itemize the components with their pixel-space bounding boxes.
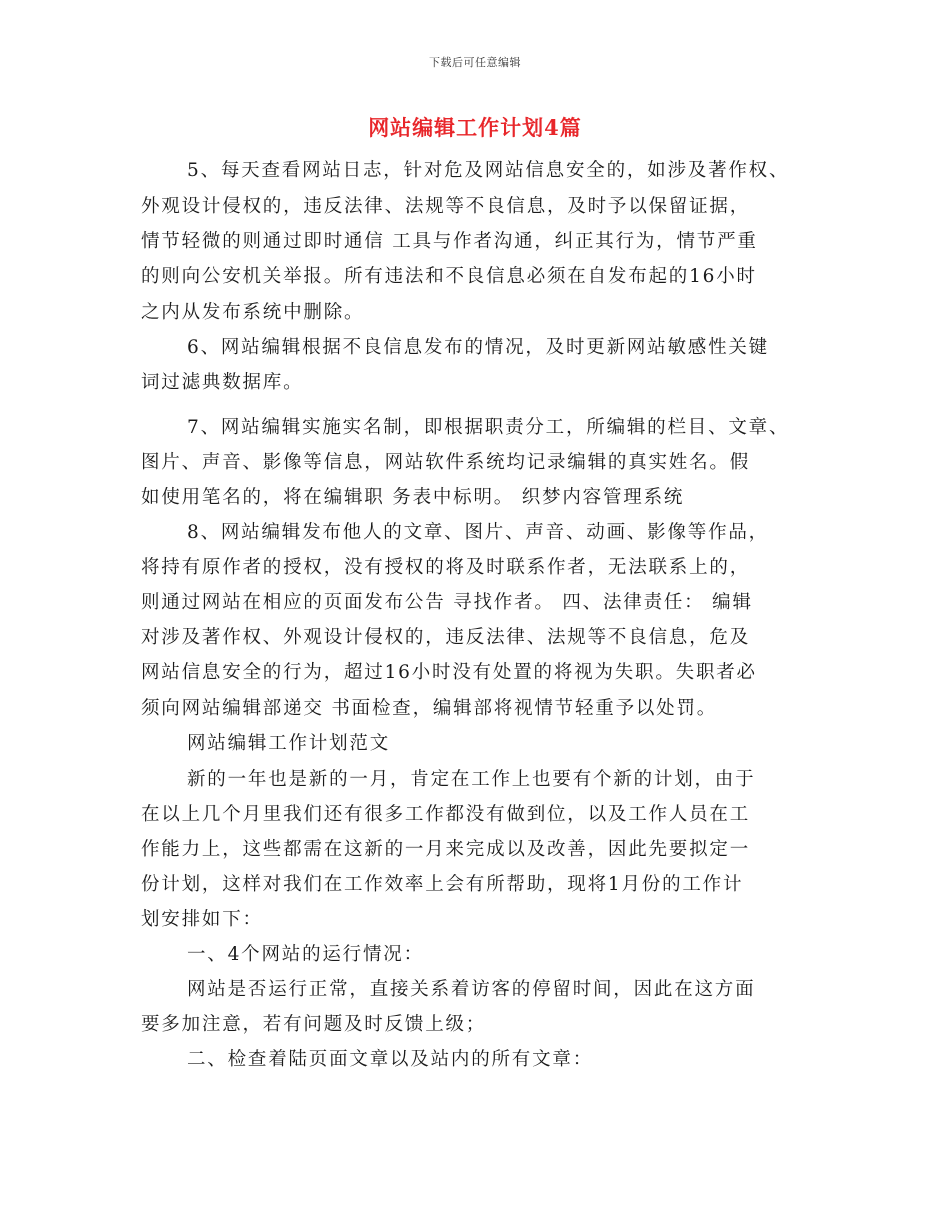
paragraph-line: 对涉及著作权、外观设计侵权的，违反法律、法规等不良信息，危及 [141,627,751,648]
paragraph-line: 将持有原作者的授权，没有授权的将及时联系作者，无法联系上的， [141,557,751,578]
paragraph-line: 外观设计侵权的，违反法律、法规等不良信息，及时予以保留证据， [141,196,751,217]
paragraph-line: 图片、声音、影像等信息，网站软件系统均记录编辑的真实姓名。假 [141,452,751,473]
paragraph-first-line: 网站是否运行正常，直接关系着访客的停留时间，因此在这方面 [187,979,756,1000]
paragraph-line: 作能力上，这些都需在这新的一月来完成以及改善，因此先要拟定一 [141,839,751,860]
paragraph-line: 如使用笔名的，将在编辑职 务表中标明。 织梦内容管理系统 [141,487,685,508]
paragraph-first-line: 5、每天查看网站日志，针对危及网站信息安全的，如涉及著作权、 [187,160,790,181]
document-title: 网站编辑工作计划4篇 [368,115,582,140]
paragraph-line: 划安排如下： [141,909,263,930]
paragraph-line: 情节轻微的则通过即时通信 工具与作者沟通，纠正其行为，情节严重 [141,231,758,252]
paragraph-line: 则通过网站在相应的页面发布公告 寻找作者。 四、法律责任： 编辑 [141,592,753,613]
paragraph-first-line: 二、检查着陆页面文章以及站内的所有文章： [187,1049,594,1070]
paragraph-first-line: 一、4个网站的运行情况： [187,944,424,965]
paragraph-line: 须向网站编辑部递交 书面检查，编辑部将视情节轻重予以处罚。 [141,698,718,719]
paragraph-first-line: 7、网站编辑实施实名制，即根据职责分工，所编辑的栏目、文章、 [187,417,790,438]
page-header-note: 下载后可任意编辑 [429,56,521,69]
paragraph-line: 的则向公安机关举报。所有违法和不良信息必须在自发布起的16小时 [141,266,757,287]
paragraph-first-line: 新的一年也是新的一月，肯定在工作上也要有个新的计划，由于 [187,769,756,790]
paragraph-line: 要多加注意，若有问题及时反馈上级； [141,1014,487,1035]
paragraph-line: 网站信息安全的行为，超过16小时没有处置的将视为失职。失职者必 [141,662,757,683]
paragraph-line: 之内从发布系统中删除。 [141,302,365,323]
paragraph-first-line: 8、网站编辑发布他人的文章、图片、声音、动画、影像等作品， [187,522,769,543]
paragraph-first-line: 6、网站编辑根据不良信息发布的情况，及时更新网站敏感性关键 [187,337,769,358]
paragraph-line: 份计划，这样对我们在工作效率上会有所帮助，现将1月份的工作计 [141,874,744,895]
paragraph-first-line: 网站编辑工作计划范文 [187,733,391,754]
paragraph-line: 在以上几个月里我们还有很多工作都没有做到位，以及工作人员在工 [141,804,751,825]
paragraph-line: 词过滤典数据库。 [141,372,304,393]
